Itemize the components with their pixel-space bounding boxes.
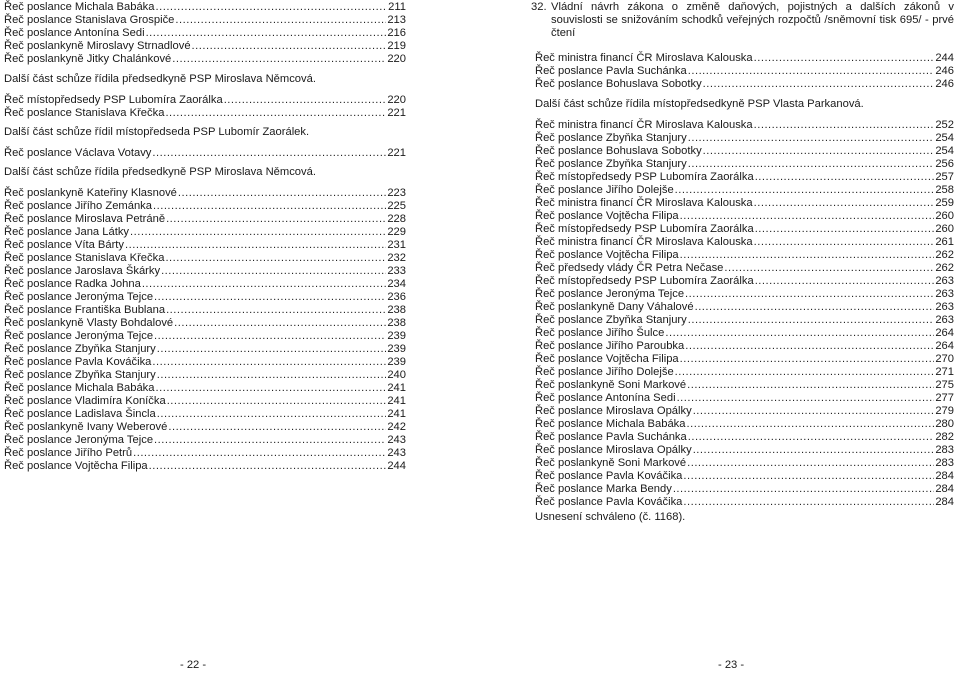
dot-leader	[133, 447, 386, 460]
toc-entry-title: Řeč poslance Marka Bendy	[535, 483, 672, 495]
toc-entry-title: Řeč poslance Zbyňka Stanjury	[4, 369, 156, 381]
entry-list	[4, 187, 406, 473]
toc-entry-page: 263	[935, 275, 954, 287]
dot-leader	[687, 418, 935, 431]
toc-entry-title: Řeč poslance Jiřího Zemánka	[4, 200, 152, 212]
dot-leader	[157, 343, 387, 356]
dot-leader	[724, 262, 934, 275]
toc-entry-page: 228	[387, 213, 406, 225]
toc-entry-page: 254	[935, 132, 954, 144]
toc-entry	[535, 249, 954, 262]
toc-entry	[535, 366, 954, 379]
toc-entry-page: 223	[387, 187, 406, 199]
toc-entry	[535, 65, 954, 78]
toc-entry-title: Řeč poslance Jaroslava Škárky	[4, 265, 161, 277]
toc-entry	[535, 52, 954, 65]
entry-list	[535, 119, 954, 509]
toc-entry-page: 262	[935, 249, 954, 261]
dot-leader	[157, 408, 387, 421]
toc-entry-title: Řeč poslance Jiřího Petrů	[4, 447, 133, 459]
toc-entry-page: 283	[935, 457, 954, 469]
toc-entry-title: Řeč poslance Bohuslava Sobotky	[535, 78, 702, 90]
dot-leader	[154, 291, 386, 304]
toc-entry-page: 229	[387, 226, 406, 238]
toc-entry-page: 240	[387, 369, 406, 381]
toc-entry-page: 252	[935, 119, 954, 131]
toc-entry-page: 257	[935, 171, 954, 183]
toc-entry-title: Řeč poslance Ladislava Šincla	[4, 408, 156, 420]
toc-entry	[4, 317, 406, 330]
toc-entry-page: 260	[935, 223, 954, 235]
toc-entry	[535, 158, 954, 171]
toc-entry	[535, 171, 954, 184]
toc-entry	[535, 496, 954, 509]
toc-entry	[535, 405, 954, 418]
toc-entry-title: Řeč poslance Vojtěcha Filipa	[535, 249, 679, 261]
toc-entry	[4, 460, 406, 473]
toc-entry	[535, 483, 954, 496]
dot-leader	[168, 421, 386, 434]
toc-entry-title: Řeč poslankyně Miroslavy Strnadlové	[4, 40, 191, 52]
toc-entry	[4, 434, 406, 447]
toc-entry	[4, 187, 406, 200]
toc-entry-title: Řeč poslankyně Dany Váhalové	[535, 301, 694, 313]
dot-leader	[688, 314, 935, 327]
dot-leader	[175, 14, 386, 27]
toc-entry-title: Řeč poslankyně Soni Markové	[535, 457, 687, 469]
toc-entry-title: Řeč poslance Pavla Suchánka	[535, 431, 687, 443]
toc-entry-page: 239	[387, 343, 406, 355]
agenda-item-title: Vládní návrh zákona o změně daňových, pojistných a dalších zákonů v souvislosti se snižováním schodků veřejných rozpočtů /sněmovní tisk 695/ - prvé čtení	[551, 1, 954, 39]
dot-leader	[178, 187, 386, 200]
session-note: Další část schůze řídila předsedkyně PSP Miroslava Němcová.	[4, 166, 316, 178]
toc-entry-page: 256	[935, 158, 954, 170]
toc-entry-title: Řeč poslance Pavla Kováčika	[535, 470, 683, 482]
toc-entry	[4, 278, 406, 291]
toc-entry-title: Řeč poslance Františka Bublana	[4, 304, 166, 316]
toc-entry	[4, 356, 406, 369]
agenda-item-number: 32.	[531, 1, 547, 13]
toc-entry-title: Řeč poslance Vladimíra Koníčka	[4, 395, 166, 407]
dot-leader	[703, 145, 935, 158]
toc-entry-page: 263	[935, 314, 954, 326]
toc-entry	[4, 107, 406, 120]
dot-leader	[754, 119, 935, 132]
toc-entry-title: Řeč místopředsedy PSP Lubomíra Zaorálka	[535, 275, 754, 287]
toc-entry-page: 238	[387, 317, 406, 329]
toc-entry-page: 213	[387, 14, 406, 26]
toc-entry	[535, 262, 954, 275]
toc-entry-title: Řeč poslance Zbyňka Stanjury	[535, 314, 687, 326]
toc-entry-page: 244	[387, 460, 406, 472]
dot-leader	[755, 171, 935, 184]
dot-leader	[154, 330, 386, 343]
dot-leader	[754, 52, 935, 65]
dot-leader	[755, 275, 935, 288]
toc-entry	[535, 275, 954, 288]
toc-entry-page: 246	[935, 65, 954, 77]
toc-entry-page: 239	[387, 330, 406, 342]
dot-leader	[680, 210, 935, 223]
toc-entry-title: Řeč poslance Vojtěcha Filipa	[535, 210, 679, 222]
toc-entry-page: 284	[935, 470, 954, 482]
toc-entry-page: 260	[935, 210, 954, 222]
toc-entry-page: 236	[387, 291, 406, 303]
dot-leader	[695, 301, 935, 314]
toc-entry-title: Řeč místopředsedy PSP Lubomíra Zaorálka	[535, 223, 754, 235]
toc-entry	[4, 369, 406, 382]
toc-entry-page: 221	[387, 107, 406, 119]
toc-entry-page: 284	[935, 483, 954, 495]
dot-leader	[146, 27, 387, 40]
toc-entry-title: Řeč poslance Zbyňka Stanjury	[4, 343, 156, 355]
toc-entry-title: Řeč ministra financí ČR Miroslava Kalouska	[535, 197, 753, 209]
dot-leader	[156, 382, 387, 395]
dot-leader	[688, 158, 935, 171]
toc-entry	[535, 145, 954, 158]
toc-entry-page: 234	[387, 278, 406, 290]
toc-entry	[535, 431, 954, 444]
toc-entry-title: Řeč místopředsedy PSP Lubomíra Zaorálka	[4, 94, 223, 106]
toc-entry-title: Řeč poslankyně Kateřiny Klasnové	[4, 187, 177, 199]
toc-entry-title: Řeč ministra financí ČR Miroslava Kalouska	[535, 236, 753, 248]
toc-entry-page: 264	[935, 340, 954, 352]
dot-leader	[754, 236, 935, 249]
toc-entry	[4, 291, 406, 304]
toc-entry-page: 263	[935, 301, 954, 313]
toc-entry-page: 258	[935, 184, 954, 196]
toc-entry-page: 244	[935, 52, 954, 64]
dot-leader	[683, 470, 934, 483]
dot-leader	[167, 395, 387, 408]
toc-entry-title: Řeč poslance Miroslava Petráně	[4, 213, 166, 225]
dot-leader	[192, 40, 387, 53]
toc-entry	[4, 265, 406, 278]
dot-leader	[673, 483, 935, 496]
toc-entry-page: 282	[935, 431, 954, 443]
toc-entry-title: Řeč poslance Jeronýma Tejce	[4, 434, 154, 446]
dot-leader	[157, 369, 387, 382]
dot-leader	[130, 226, 386, 239]
toc-entry	[535, 223, 954, 236]
toc-entry	[4, 213, 406, 226]
toc-entry-title: Řeč poslance Jiřího Dolejše	[535, 184, 674, 196]
toc-entry	[4, 382, 406, 395]
toc-entry-page: 243	[387, 434, 406, 446]
toc-entry-title: Řeč poslance Zbyňka Stanjury	[535, 132, 687, 144]
dot-leader	[688, 431, 935, 444]
toc-entry	[4, 330, 406, 343]
toc-entry-page: 243	[387, 447, 406, 459]
toc-entry-page: 239	[387, 356, 406, 368]
dot-leader	[685, 288, 934, 301]
toc-entry-title: Řeč poslance Vojtěcha Filipa	[535, 353, 679, 365]
toc-entry	[4, 226, 406, 239]
dot-leader	[154, 434, 386, 447]
toc-entry-page: 221	[387, 147, 406, 159]
dot-leader	[152, 356, 386, 369]
entry-list	[4, 147, 406, 160]
dot-leader	[755, 223, 935, 236]
toc-entry-title: Řeč ministra financí ČR Miroslava Kalouska	[535, 52, 753, 64]
toc-entry	[535, 132, 954, 145]
toc-entry-title: Řeč místopředsedy PSP Lubomíra Zaorálka	[535, 171, 754, 183]
toc-entry	[535, 379, 954, 392]
toc-entry-page: 220	[387, 94, 406, 106]
toc-entry	[535, 288, 954, 301]
toc-entry	[4, 147, 406, 160]
toc-entry-title: Řeč poslance Jeronýma Tejce	[535, 288, 685, 300]
toc-entry-page: 263	[935, 288, 954, 300]
toc-entry	[535, 353, 954, 366]
toc-entry-title: Řeč poslance Michala Babáka	[4, 382, 155, 394]
dot-leader	[685, 340, 934, 353]
toc-entry-page: 270	[935, 353, 954, 365]
toc-entry-title: Řeč poslance Stanislava Grospiče	[4, 14, 175, 26]
toc-entry-page: 271	[935, 366, 954, 378]
dot-leader	[688, 132, 935, 145]
toc-entry-page: 241	[387, 408, 406, 420]
dot-leader	[165, 252, 386, 265]
toc-entry	[535, 392, 954, 405]
toc-entry	[4, 343, 406, 356]
toc-entry	[4, 408, 406, 421]
toc-entry-page: 242	[387, 421, 406, 433]
dot-leader	[161, 265, 386, 278]
toc-entry-title: Řeč poslance Michala Babáka	[4, 1, 155, 13]
toc-entry-title: Řeč poslance Bohuslava Sobotky	[535, 145, 702, 157]
dot-leader	[675, 366, 935, 379]
agenda-item	[531, 1, 954, 40]
dot-leader	[675, 184, 935, 197]
toc-entry-title: Řeč poslance Zbyňka Stanjury	[535, 158, 687, 170]
toc-entry-title: Řeč poslance Pavla Suchánka	[535, 65, 687, 77]
toc-entry-page: 283	[935, 444, 954, 456]
entry-list	[535, 52, 954, 91]
toc-entry	[535, 236, 954, 249]
toc-entry	[4, 94, 406, 107]
toc-entry-title: Řeč poslance Jana Látky	[4, 226, 130, 238]
toc-entry	[4, 1, 406, 14]
session-note: Další část schůze řídila místopředsedkyně PSP Vlasta Parkanová.	[535, 98, 864, 110]
toc-entry-title: Řeč poslance Radka Johna	[4, 278, 141, 290]
toc-entry	[4, 14, 406, 27]
toc-entry-title: Řeč poslance Stanislava Křečka	[4, 252, 165, 264]
dot-leader	[687, 457, 934, 470]
session-note: Další část schůze řídila předsedkyně PSP Miroslava Němcová.	[4, 73, 316, 85]
toc-entry	[4, 27, 406, 40]
dot-leader	[153, 200, 386, 213]
toc-entry	[535, 78, 954, 91]
toc-entry	[4, 395, 406, 408]
toc-entry-page: 277	[935, 392, 954, 404]
toc-entry-page: 216	[387, 27, 406, 39]
toc-entry-title: Řeč poslance Miroslava Opálky	[535, 444, 692, 456]
toc-entry-page: 220	[387, 53, 406, 65]
toc-entry-page: 231	[387, 239, 406, 251]
dot-leader	[156, 1, 388, 14]
dot-leader	[687, 379, 934, 392]
toc-entry-title: Řeč poslance Vojtěcha Filipa	[4, 460, 148, 472]
toc-entry-title: Řeč poslance Jeronýma Tejce	[4, 291, 154, 303]
toc-entry-page: 238	[387, 304, 406, 316]
toc-entry-page: 233	[387, 265, 406, 277]
toc-entry-title: Řeč poslankyně Vlasty Bohdalové	[4, 317, 174, 329]
toc-entry	[4, 239, 406, 252]
dot-leader	[166, 213, 386, 226]
toc-entry	[4, 200, 406, 213]
dot-leader	[693, 405, 935, 418]
toc-entry-page: 241	[387, 382, 406, 394]
toc-entry-page: 211	[388, 1, 406, 13]
toc-entry-page: 241	[387, 395, 406, 407]
toc-entry	[535, 470, 954, 483]
toc-entry-title: Řeč poslance Antonína Sedi	[535, 392, 676, 404]
entry-list	[4, 94, 406, 120]
toc-entry	[535, 301, 954, 314]
dot-leader	[165, 107, 386, 120]
right-column	[531, 1, 954, 524]
session-note: Další část schůze řídil místopředseda PSP Lubomír Zaorálek.	[4, 126, 310, 138]
toc-entry-page: 262	[935, 262, 954, 274]
dot-leader	[174, 317, 386, 330]
toc-entry-title: Řeč poslance Michala Babáka	[535, 418, 686, 430]
toc-entry	[535, 197, 954, 210]
toc-entry-title: Řeč poslance Pavla Kováčika	[4, 356, 152, 368]
toc-entry-title: Řeč poslance Stanislava Křečka	[4, 107, 165, 119]
toc-entry	[4, 304, 406, 317]
toc-entry-title: Řeč poslance Jiřího Paroubka	[535, 340, 685, 352]
toc-entry-page: 279	[935, 405, 954, 417]
toc-entry	[535, 457, 954, 470]
toc-entry-title: Řeč poslance Jiřího Šulce	[535, 327, 665, 339]
toc-entry-page: 225	[387, 200, 406, 212]
toc-entry	[535, 340, 954, 353]
dot-leader	[688, 65, 935, 78]
toc-entry	[4, 447, 406, 460]
toc-entry	[4, 53, 406, 66]
dot-leader	[703, 78, 935, 91]
toc-entry-page: 275	[935, 379, 954, 391]
toc-entry	[535, 327, 954, 340]
toc-entry-page: 232	[387, 252, 406, 264]
toc-entry-page: 246	[935, 78, 954, 90]
dot-leader	[125, 239, 386, 252]
dot-leader	[680, 353, 935, 366]
toc-entry	[4, 252, 406, 265]
entry-list	[4, 1, 406, 66]
toc-entry-page: 259	[935, 197, 954, 209]
dot-leader	[142, 278, 387, 291]
toc-entry-title: Řeč poslance Miroslava Opálky	[535, 405, 692, 417]
toc-entry-title: Řeč poslance Antonína Sedi	[4, 27, 145, 39]
dot-leader	[677, 392, 935, 405]
toc-entry-page: 261	[935, 236, 954, 248]
toc-entry-page: 219	[387, 40, 406, 52]
toc-entry-title: Řeč poslankyně Soni Markové	[535, 379, 687, 391]
dot-leader	[166, 304, 386, 317]
toc-entry	[4, 40, 406, 53]
dot-leader	[152, 147, 386, 160]
toc-entry-title: Řeč poslankyně Ivany Weberové	[4, 421, 168, 433]
toc-entry	[535, 418, 954, 431]
toc-entry	[535, 444, 954, 457]
toc-entry	[4, 421, 406, 434]
dot-leader	[665, 327, 934, 340]
toc-entry-title: Řeč předsedy vlády ČR Petra Nečase	[535, 262, 724, 274]
dot-leader	[224, 94, 387, 107]
toc-entry-title: Řeč poslance Jiřího Dolejše	[535, 366, 674, 378]
toc-entry	[535, 314, 954, 327]
toc-entry-title: Řeč poslance Jeronýma Tejce	[4, 330, 154, 342]
dot-leader	[172, 53, 386, 66]
dot-leader	[754, 197, 935, 210]
page-number: - 23 -	[718, 659, 745, 671]
dot-leader	[683, 496, 934, 509]
toc-entry-title: Řeč poslankyně Jitky Chalánkové	[4, 53, 172, 65]
left-column	[4, 1, 406, 473]
dot-leader	[693, 444, 935, 457]
dot-leader	[680, 249, 935, 262]
toc-entry-title: Řeč poslance Pavla Kováčika	[535, 496, 683, 508]
toc-entry-title: Řeč poslance Václava Votavy	[4, 147, 152, 159]
dot-leader	[149, 460, 387, 473]
toc-entry	[535, 119, 954, 132]
resolution-note: Usnesení schváleno (č. 1168).	[535, 511, 686, 523]
toc-entry-page: 284	[935, 496, 954, 508]
toc-entry-title: Řeč ministra financí ČR Miroslava Kalouska	[535, 119, 753, 131]
toc-entry	[535, 210, 954, 223]
toc-entry-page: 264	[935, 327, 954, 339]
toc-entry	[535, 184, 954, 197]
page-number: - 22 -	[180, 659, 207, 671]
toc-entry-page: 280	[935, 418, 954, 430]
toc-entry-page: 254	[935, 145, 954, 157]
toc-entry-title: Řeč poslance Víta Bárty	[4, 239, 125, 251]
